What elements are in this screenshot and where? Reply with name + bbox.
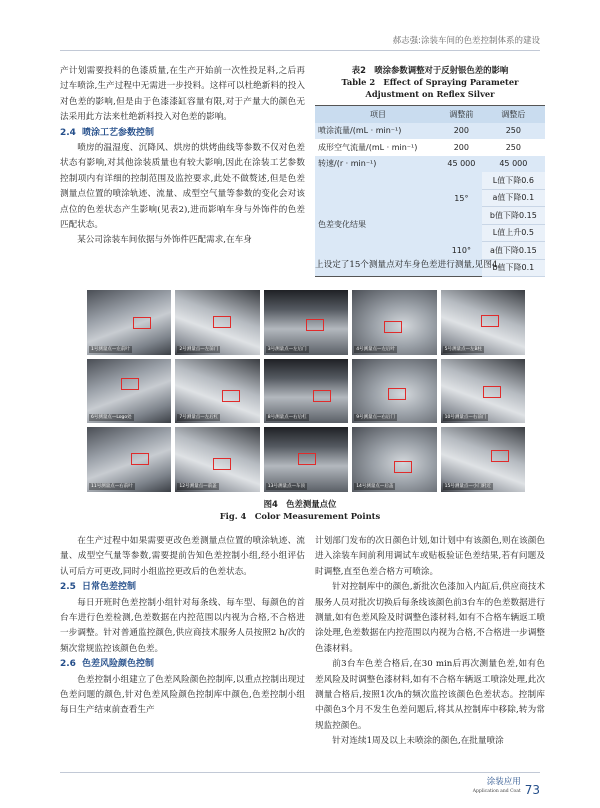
header-rule xyxy=(60,50,540,51)
photo-label: 11号测量点—右前叶 xyxy=(91,483,133,489)
table-result-cell: b值下降0.15 xyxy=(482,207,545,225)
table-cell-item: 转速/(r · min⁻¹) xyxy=(315,156,441,173)
table-cell-value: 200 xyxy=(441,139,482,156)
measurement-marker xyxy=(483,386,501,398)
table-header-cell: 调整后 xyxy=(482,106,545,123)
table-row xyxy=(315,172,545,189)
measurement-photo xyxy=(175,290,259,355)
table-header-cell: 项目 xyxy=(315,106,441,123)
table-result-cell: L值上升0.5 xyxy=(482,224,545,242)
table-cell-value: 45 000 xyxy=(482,156,545,173)
left-column-top xyxy=(60,64,305,249)
measurement-marker xyxy=(394,461,412,473)
table-row xyxy=(315,156,545,173)
photo-label: 1号测量点—左前叶 xyxy=(91,346,130,352)
photo-label: 13号测量点—车顶 xyxy=(267,483,306,489)
section-title: 喷涂工艺参数控制 xyxy=(81,127,154,138)
table-angle-cell: 15° xyxy=(441,172,482,224)
measurement-photo xyxy=(175,427,259,492)
parameter-table xyxy=(315,105,545,277)
measurement-photo xyxy=(352,290,436,355)
paragraph: 前3台车色差合格后,在30 min后再次测量色差,如有色差风险及时调整色漆材料,如有不合格车辆返工喷涂处理,此次测量合格后,按照1次/h的频次监控该颜色色差状态。控制库中颜色3个月不发生色差问题后,将其从控制库中移除,转为常规监控颜色。 xyxy=(315,659,545,731)
section-number: 2.4 xyxy=(60,127,76,138)
measurement-marker xyxy=(306,319,324,331)
measurement-photo xyxy=(87,427,171,492)
measurement-marker xyxy=(384,321,402,333)
paragraph: 计划部门发布的次日颜色计划,如计划中有该颜色,则在该颜色进入涂装车间前利用调试车或贴板验证色差结果,若有问题及时调整,直至色差合格方可喷涂。 xyxy=(315,536,545,577)
figure-measurement-points xyxy=(87,290,525,492)
table-group-label: 色差变化结果 xyxy=(315,172,441,277)
paragraph: 产计划需要投料的色漆质量,在生产开始前一次性投足料,之后再过车喷涂,生产过程中无需进一步投料。这样可以杜绝新料的投入对色差的影响,但是由于色漆漆缸容量有限,对于产量大的颜色无法采用此方法来杜绝新料投入对色差的影响。 xyxy=(60,66,305,123)
table-result-cell: a值下降0.15 xyxy=(482,242,545,260)
table-cell-value: 45 000 xyxy=(441,156,482,173)
measurement-photo xyxy=(352,359,436,424)
table-cell-value: 250 xyxy=(482,139,545,156)
journal-name xyxy=(473,777,521,797)
section-title: 色差风险颜色控制 xyxy=(81,659,154,670)
measurement-photo xyxy=(441,290,525,355)
measurement-marker xyxy=(121,378,139,390)
measurement-marker xyxy=(133,317,151,329)
running-head: 郝志强:涂装车间的色差控制体系的建设 xyxy=(392,36,540,46)
page-footer xyxy=(473,777,540,797)
table-caption xyxy=(315,64,545,100)
measurement-marker xyxy=(213,458,231,470)
photo-label: 6号测量点—Logo处 xyxy=(91,415,132,421)
table-result-cell: b值下降0.1 xyxy=(482,259,545,277)
right-column-bottom xyxy=(315,534,545,750)
table-angle-cell: 110° xyxy=(441,224,482,277)
paragraph: 喷房的温湿度、沉降风、烘房的烘烤曲线等参数不仅对色差状态有影响,对其他涂装质量也有较大影响,因此在涂装工艺参数控制项内有详细的控制范围及监控要求,此处不做赘述,但是色差测量点位置的喷涂轨迹、流量、成型空气量等参数的变化会对该点位的色差状态产生影响(见表2),进而影响车身与外饰件的色差匹配状态。 xyxy=(60,143,305,231)
paragraph: 在生产过程中如果需要更改色差测量点位置的喷涂轨迹、流量、成型空气量等参数,需要提前告知色差控制小组,经小组评估认可后方可更改,同时小组监控更改后的色差状态。 xyxy=(60,536,305,577)
photo-label: 4号测量点—左后叶 xyxy=(356,346,396,352)
table-header-row xyxy=(315,106,545,123)
measurement-photo xyxy=(441,359,525,424)
figure-caption xyxy=(60,498,540,522)
measurement-photo xyxy=(87,359,171,424)
section-heading-2-4 xyxy=(60,126,305,141)
figure-caption-zh: 图4 色差测量点位 xyxy=(263,499,337,509)
photo-label: 2号测量点—左前门 xyxy=(179,346,219,352)
photo-label: 3号测量点—左后门 xyxy=(267,346,307,352)
measurement-marker xyxy=(222,390,240,402)
section-number: 2.6 xyxy=(60,659,76,670)
figure-caption-en: Fig. 4 Color Measurement Points xyxy=(219,511,381,521)
measurement-photo xyxy=(441,427,525,492)
photo-label: 7号测量点—左后杠 xyxy=(179,415,219,421)
photo-label: 10号测量点—右前门 xyxy=(444,415,487,421)
table-result-cell: L值下降0.6 xyxy=(482,172,545,189)
left-column-bottom xyxy=(60,534,305,719)
section-heading-2-6 xyxy=(60,657,305,672)
right-column-top xyxy=(315,258,545,273)
photo-label: 14号测量点—后盖 xyxy=(356,483,394,489)
paragraph: 针对连续1周及以上未喷涂的颜色,在批量喷涂 xyxy=(332,736,504,747)
measurement-photo xyxy=(264,359,348,424)
measurement-photo xyxy=(87,290,171,355)
measurement-photo xyxy=(352,427,436,492)
paragraph: 上设定了15个测量点对车身色差进行测量,见图4。 xyxy=(315,260,507,270)
table-cell-item: 成形空气流量/(mL · min⁻¹) xyxy=(315,139,441,156)
section-title: 日常色差控制 xyxy=(81,582,136,593)
table-header-cell: 调整前 xyxy=(441,106,482,123)
measurement-photo xyxy=(175,359,259,424)
photo-label: 5号测量点—左B柱 xyxy=(444,346,483,352)
measurement-marker xyxy=(298,453,316,465)
photo-label: 9号测量点—右后门 xyxy=(356,415,396,421)
section-number: 2.5 xyxy=(60,582,76,593)
paragraph: 每日开班时色差控制小组针对每条线、每车型、每颜色的首台车进行色差检测,色差数据在内控范围以内视为合格,不合格进一步调整。针对普通监控颜色,供应商技术服务人员按照2 h/次的频次常规监控该颜色色差。 xyxy=(60,597,305,654)
paragraph: 某公司涂装车间依据与外饰件匹配需求,在车身 xyxy=(77,235,252,246)
measurement-marker xyxy=(313,390,331,402)
footer-rule xyxy=(60,772,540,773)
paragraph: 针对控制库中的颜色,新批次色漆加入内缸后,供应商技术服务人员对批次切换后每条线该颜色前3台车的色差数据进行测量,如有色差风险及时调整色漆材料,如有不合格车辆返工喷涂处理,色差数据在内控范围以内视为合格,不合格进一步调整色漆材料。 xyxy=(315,582,545,654)
table-caption-zh: 表2 喷涂参数调整对于反射银色差的影响 xyxy=(351,65,509,75)
measurement-marker xyxy=(491,450,509,462)
measurement-marker xyxy=(481,315,499,327)
table-cell-item: 喷涂流量/(mL · min⁻¹) xyxy=(315,123,441,140)
measurement-photo xyxy=(264,290,348,355)
section-heading-2-5 xyxy=(60,580,305,595)
journal-name-zh: 涂装应用 xyxy=(486,777,521,787)
paragraph: 色差控制小组建立了色差风险颜色控制库,以重点控制出现过色差问题的颜色,针对色差风险颜色控制库中颜色,色差控制小组每日生产结束前查看生产 xyxy=(60,674,305,716)
measurement-marker xyxy=(131,453,149,465)
photo-label: 8号测量点—右后杠 xyxy=(267,415,307,421)
measurement-marker xyxy=(213,316,231,328)
journal-name-en: Application and Coat xyxy=(472,789,521,794)
table-cell-value: 200 xyxy=(441,123,482,140)
table-cell-value: 250 xyxy=(482,123,545,140)
measurement-marker xyxy=(388,388,406,400)
table-row xyxy=(315,139,545,156)
measurement-photo xyxy=(264,427,348,492)
table-row xyxy=(315,123,545,140)
photo-label: 15号测量点—小门附近 xyxy=(444,483,491,489)
photo-label: 12号测量点—前盖 xyxy=(179,483,217,489)
table-result-cell: a值下降0.1 xyxy=(482,189,545,207)
page-number: 73 xyxy=(524,783,540,797)
table-caption-en: Table 2 Effect of Spraying Parameter Adjustment on Reflex Silver xyxy=(341,77,519,99)
